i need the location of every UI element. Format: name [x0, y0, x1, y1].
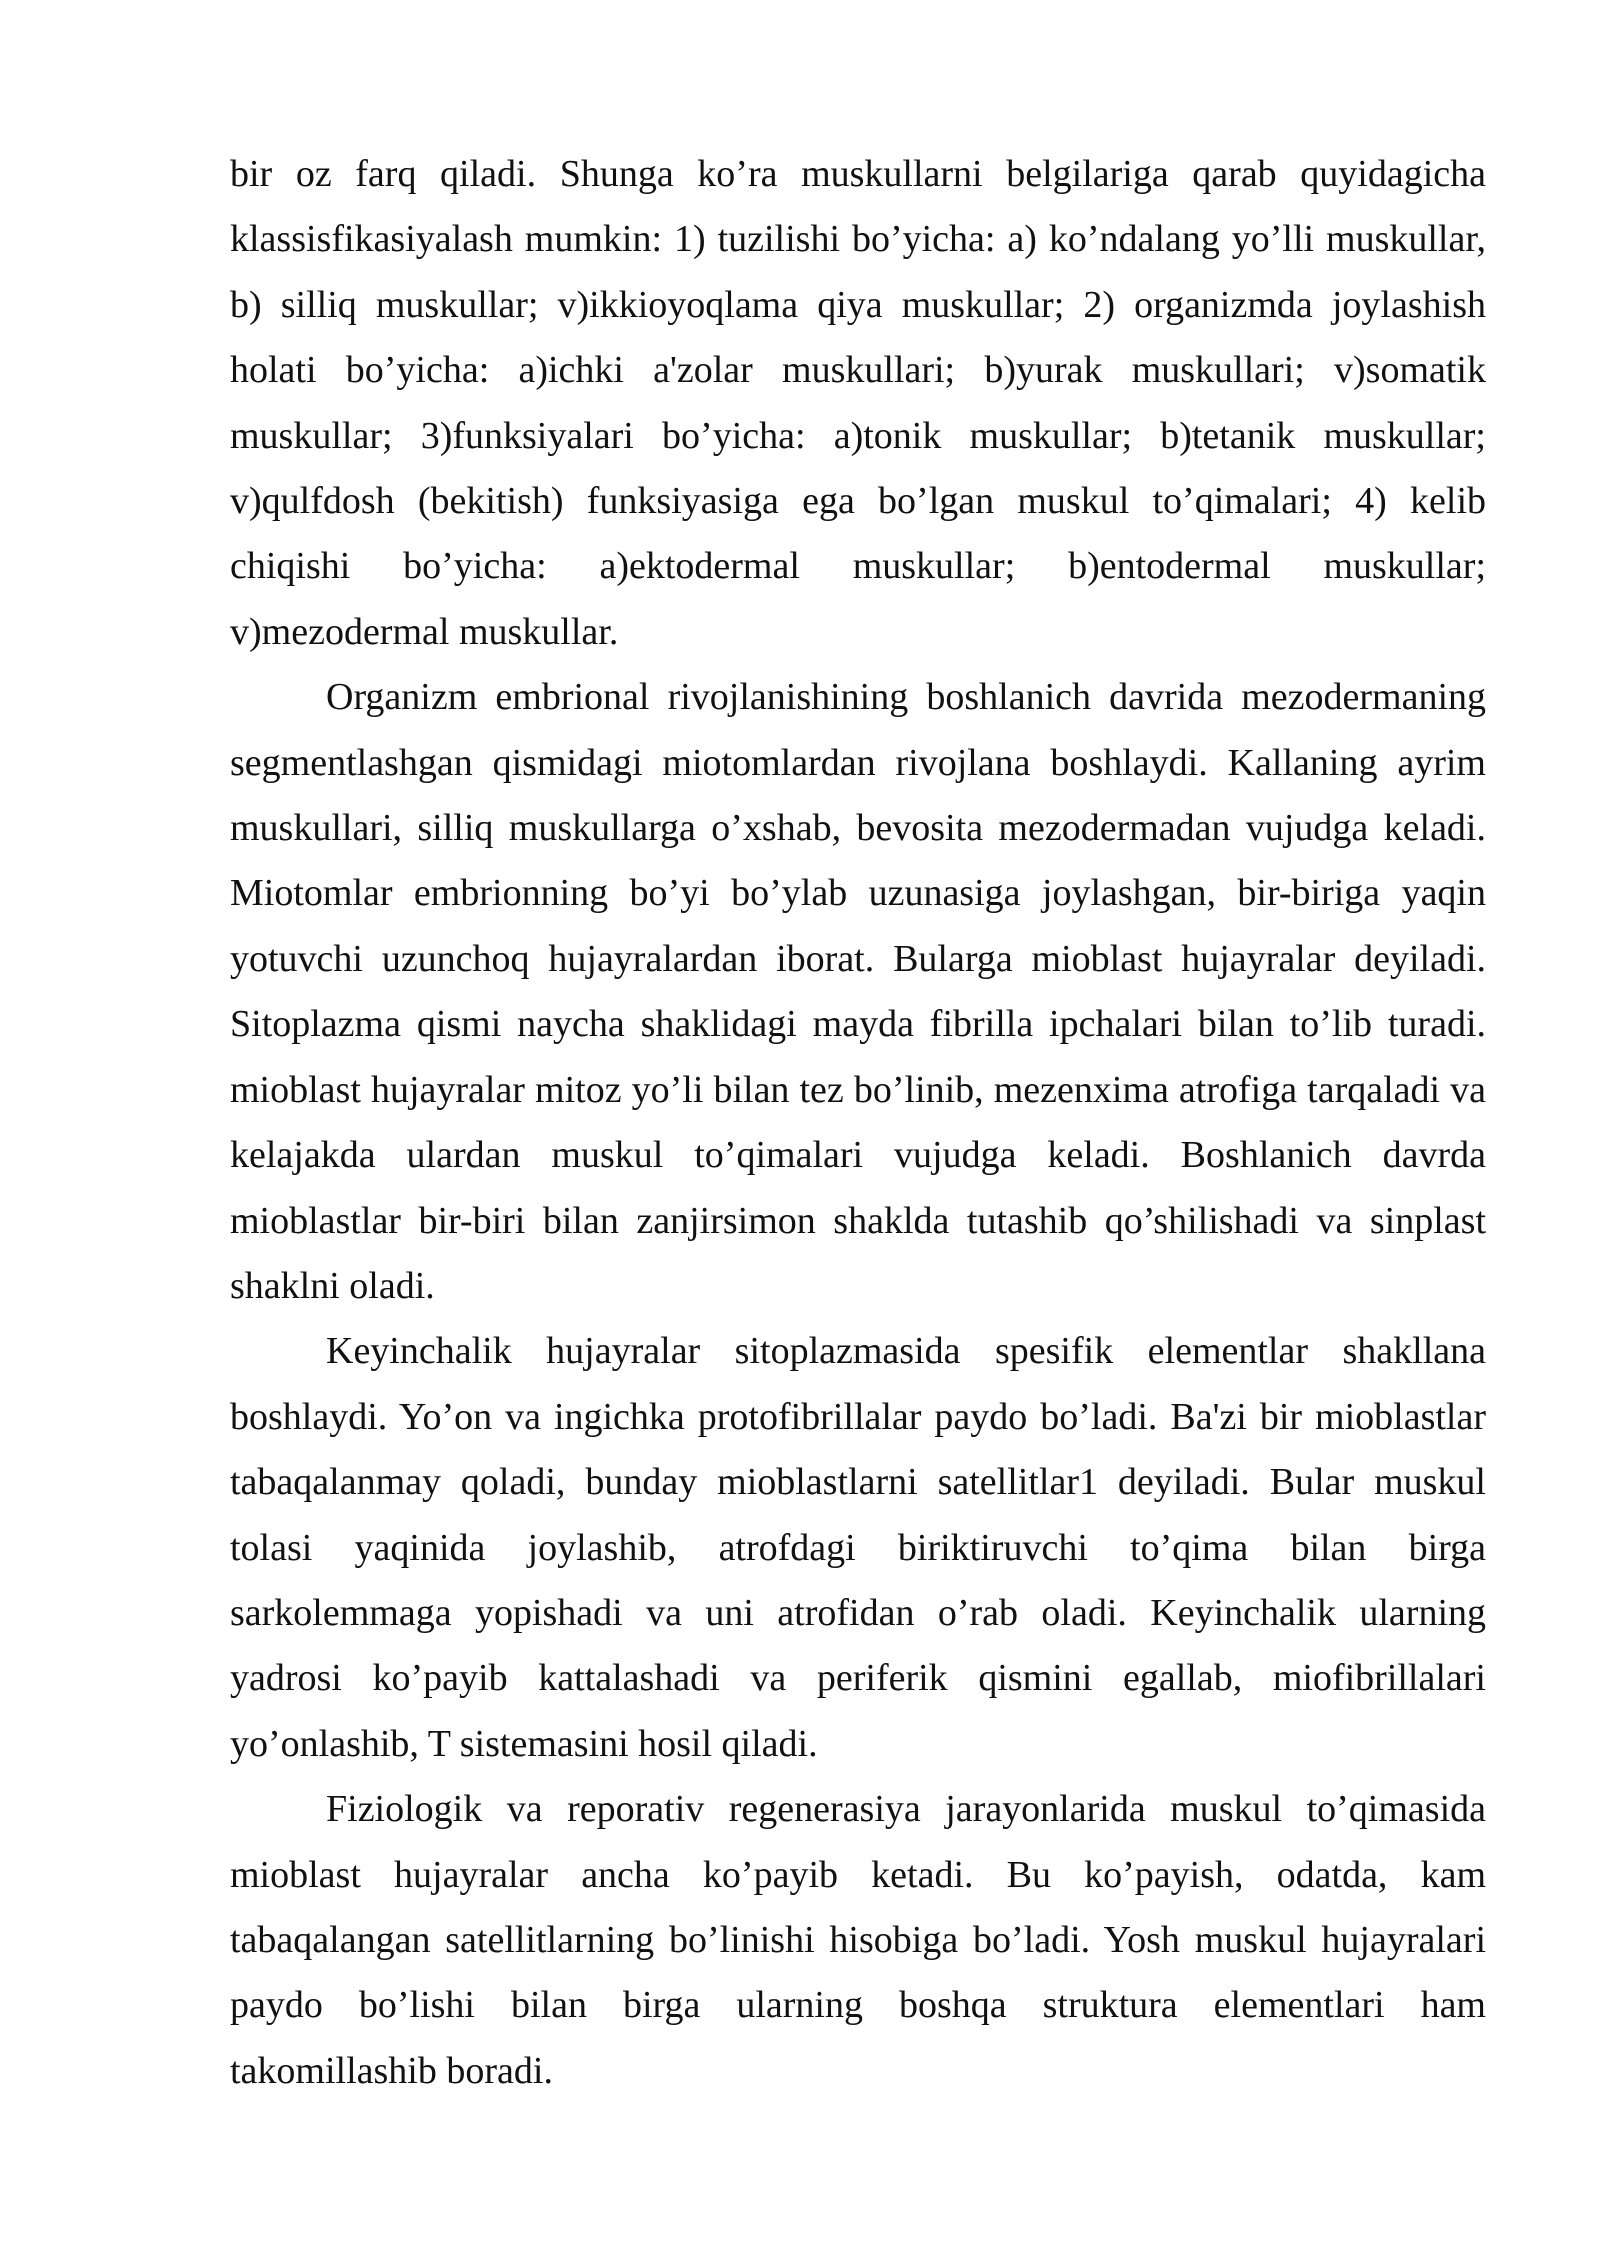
paragraph-3: Keyinchalik hujayralar sitoplazmasida spesifik elementlar shakllana boshlaydi. Yo’on va ingichka protofibrillalar paydo bo’ladi. Ba'zi bir mioblastlar tabaqalanmay qoladi, bunday mioblastlarni satellitlar1 deyiladi. Bular muskul tolasi yaqinida joylashib, atrofdagi biriktiruvchi to’qima bilan birga sarkolemmaga yopishadi va uni atrofidan o’rab oladi. Keyinchalik ularning yadrosi ko’payib kattalashadi va periferik qismini egallab, miofibrillalari yo’onlashib, T sistemasini hosil qiladi.: [230, 1330, 1486, 1765]
paragraph-4: Fiziologik va reporativ regenerasiya jarayonlarida muskul to’qimasida mioblast hujayralar ancha ko’payib ketadi. Bu ko’payish, odatda, kam tabaqalangan satellitlarning bo’linishi hisobiga bo’ladi. Yosh muskul hujayralari paydo bo’lishi bilan birga ularning boshqa struktura elementlari ham takomillashib boradi.: [230, 1788, 1486, 2092]
document-body: [230, 142, 1486, 2104]
paragraph-2: Organizm embrional rivojlanishining boshlanich davrida mezodermaning segmentlashgan qismidagi miotomlardan rivojlana boshlaydi. Kallaning ayrim muskullari, silliq muskullarga o’xshab, bevosita mezodermadan vujudga keladi. Miotomlar embrionning bo’yi bo’ylab uzunasiga joylashgan, bir-biriga yaqin yotuvchi uzunchoq hujayralardan iborat. Bularga mioblast hujayralar deyiladi. Sitoplazma qismi naycha shaklidagi mayda fibrilla ipchalari bilan to’lib turadi. mioblast hujayralar mitoz yo’li bilan tez bo’linib, mezenxima atrofiga tarqaladi va kelajakda ulardan muskul to’qimalari vujudga keladi. Boshlanich davrda mioblastlar bir-biri bilan zanjirsimon shaklda tutashib qo’shilishadi va sinplast shaklni oladi.: [230, 676, 1486, 1307]
paragraph-1: bir oz farq qiladi. Shunga ko’ra muskullarni belgilariga qarab quyidagicha klassisfikasiyalash mumkin: 1) tuzilishi bo’yicha: a) ko’ndalang yo’lli muskullar, b) silliq muskullar; v)ikkioyoqlama qiya muskullar; 2) organizmda joylashish holati bo’yicha: a)ichki a'zolar muskullari; b)yurak muskullari; v)somatik muskullar; 3)funksiyalari bo’yicha: a)tonik muskullar; b)tetanik muskullar; v)qulfdosh (bekitish) funksiyasiga ega bo’lgan muskul to’qimalari; 4) kelib chiqishi bo’yicha: a)ektodermal muskullar; b)entodermal muskullar; v)mezodermal muskullar.: [230, 153, 1486, 653]
